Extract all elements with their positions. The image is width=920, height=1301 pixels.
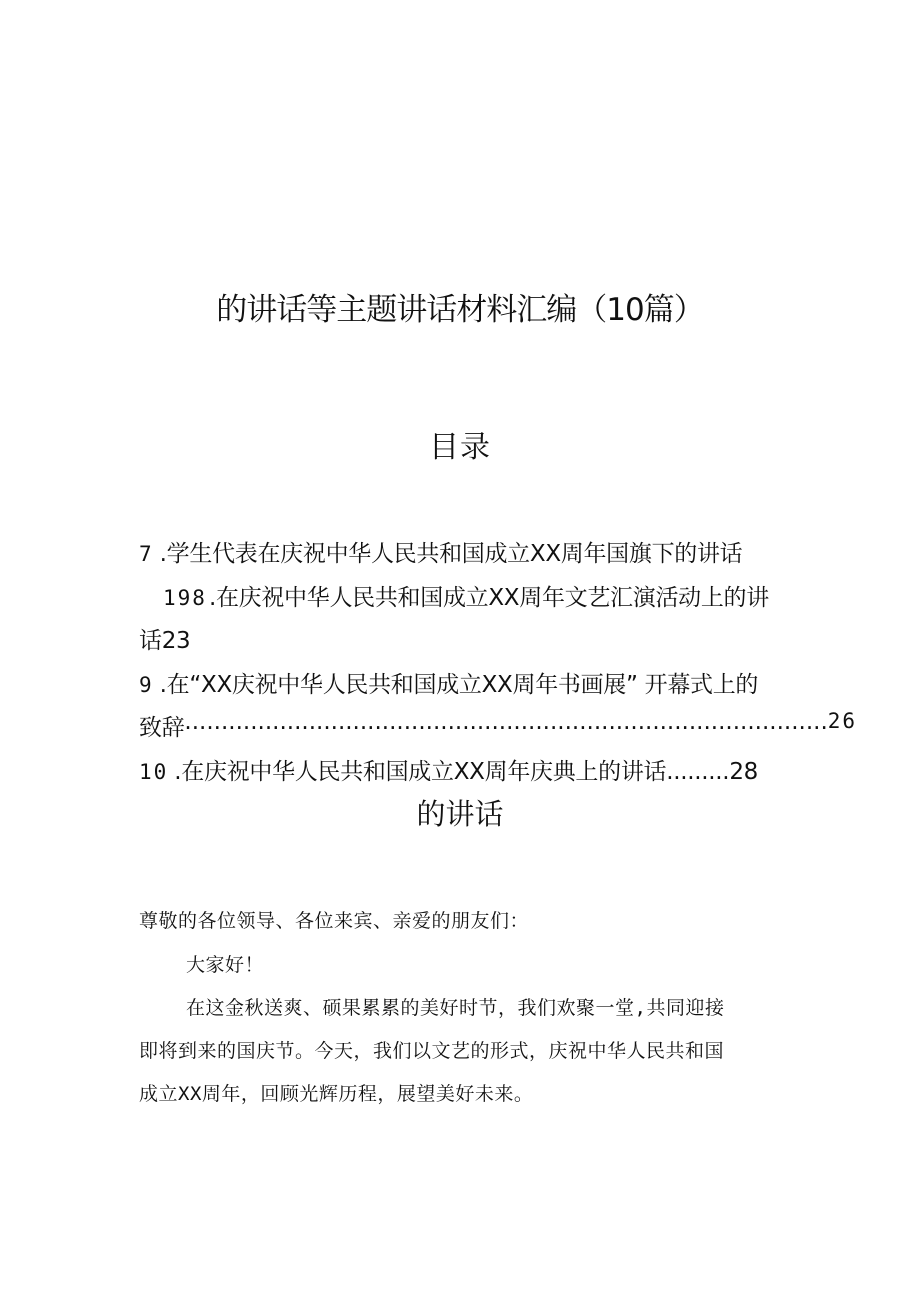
toc-entry-text: .在庆祝中华人民共和国成立XX周年庆典上的讲话.........28 [174, 759, 758, 785]
salutation: 尊敬的各位领导、各位来宾、亲爱的朋友们： [139, 910, 530, 932]
toc-dot-leader: ........................................................................................ [184, 709, 828, 735]
greeting: 大家好！ [186, 954, 265, 976]
toc-heading: 目录 [429, 430, 491, 465]
toc-entry-10[interactable] [139, 753, 758, 786]
toc-entry-text: .在庆祝中华人民共和国成立XX周年文艺汇演活动上的讲 [208, 585, 769, 611]
document-title: 的讲话等主题讲话材料汇编（10篇） [216, 292, 704, 328]
paragraph-line: 即将到来的国庆节。今天，我们以文艺的形式，庆祝中华人民共和国 [139, 1040, 725, 1062]
paragraph-line: 在这金秋送爽、硕果累累的美好时节，我们欢聚一堂,共同迎接 [186, 997, 725, 1019]
toc-entry-number: 10 [139, 760, 169, 784]
toc-entry-text: 话23 [139, 628, 191, 654]
toc-entry-text: .学生代表在庆祝中华人民共和国成立XX周年国旗下的讲话 [159, 541, 743, 567]
toc-entry-8-continued[interactable] [139, 622, 190, 655]
toc-entry-number: 198 [163, 586, 207, 610]
toc-entry-text: .在“XX庆祝中华人民共和国成立XX周年书画展” 开幕式上的 [159, 672, 759, 698]
toc-entry-9[interactable] [139, 666, 758, 699]
toc-page-number: 26 [827, 709, 858, 733]
toc-entry-9-continued[interactable] [139, 709, 858, 742]
toc-entry-number: 7 [139, 542, 154, 566]
toc-entry-number: 9 [139, 673, 154, 697]
toc-entry-text: 致辞 [139, 715, 185, 741]
paragraph-line: 成立XX周年，回顾光辉历程，展望美好未来。 [139, 1083, 534, 1105]
toc-entry-8[interactable] [163, 579, 769, 612]
section-title: 的讲话 [416, 797, 504, 831]
toc-entry-7[interactable] [139, 535, 742, 568]
